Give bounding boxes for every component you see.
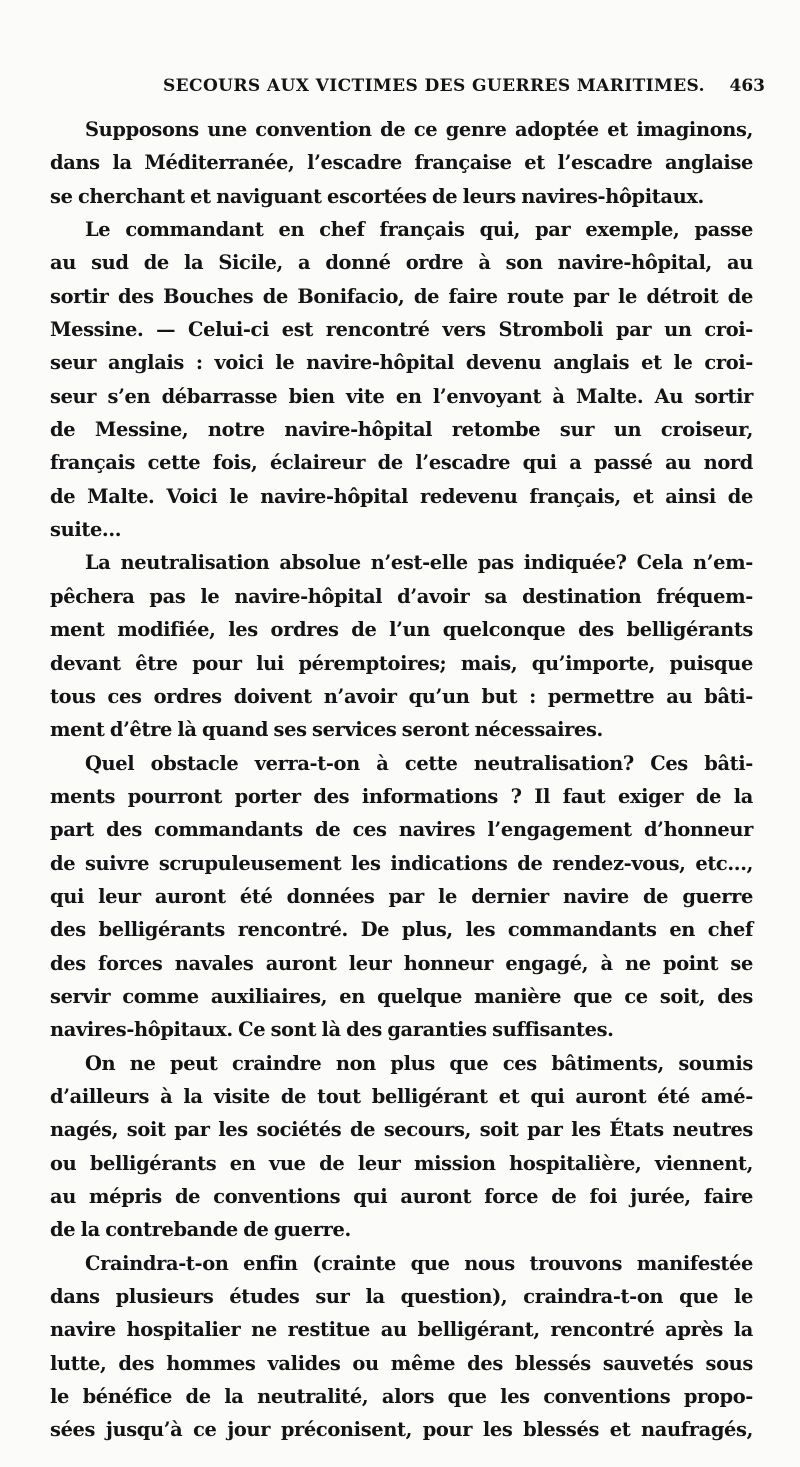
text-line: navires-hôpitaux. Ce sont là des garanties suffisantes. (50, 1018, 614, 1042)
text-line: navire hospitalier ne restitue au belligérant, rencontré après la (50, 1318, 753, 1342)
text-line: Le commandant en chef français qui, par exemple, passe (85, 218, 753, 242)
text-line: nagés, soit par les sociétés de secours, soit par les États neutres (50, 1118, 753, 1142)
text-line: tous ces ordres doivent n’avoir qu’un but : permettre au bâti- (50, 684, 753, 708)
text-line: dans la Méditerranée, l’escadre française et l’escadre anglaise (50, 151, 753, 175)
text-line: Messine. — Celui-ci est rencontré vers Stromboli par un croi- (50, 318, 753, 342)
text-line: part des commandants de ces navires l’engagement d’honneur (50, 818, 753, 842)
text-line: servir comme auxiliaires, en quelque manière que ce soit, des (50, 984, 753, 1008)
text-line: ments pourront porter des informations ? Il faut exiger de la (50, 784, 753, 808)
text-line: sortir des Bouches de Bonifacio, de faire route par le détroit de (50, 284, 753, 308)
text-line: dans plusieurs études sur la question), craindra-t-on que le (50, 1285, 753, 1309)
text-line: de Messine, notre navire-hôpital retombe sur un croiseur, (50, 418, 753, 442)
text-line: des belligérants rencontré. De plus, les commandants en chef (50, 918, 753, 942)
body-text (50, 113, 753, 1447)
page-number: 463 (729, 76, 765, 96)
text-line: sées jusqu’à ce jour préconisent, pour les blessés et naufragés, (50, 1418, 753, 1442)
text-line: pêchera pas le navire-hôpital d’avoir sa destination fréquem- (50, 584, 753, 608)
text-line: des forces navales auront leur honneur engagé, à ne point se (50, 951, 753, 975)
text-line: Craindra-t-on enfin (crainte que nous trouvons manifestée (85, 1251, 753, 1275)
text-line: qui leur auront été données par le dernier navire de guerre (50, 884, 753, 908)
text-line: de la contrebande de guerre. (50, 1218, 351, 1242)
text-line: devant être pour lui péremptoires; mais, qu’importe, puisque (50, 651, 753, 675)
text-line: lutte, des hommes valides ou même des blessés sauvetés sous (50, 1351, 753, 1375)
text-line: au mépris de conventions qui auront force de foi jurée, faire (50, 1185, 753, 1208)
text-line: ment d’être là quand ses services seront nécessaires. (50, 718, 603, 742)
text-line: ment modifiée, les ordres de l’un quelconque des belligérants (50, 618, 753, 642)
text-line: On ne peut craindre non plus que ces bâtiments, soumis (85, 1051, 753, 1075)
text-line: d’ailleurs à la visite de tout belligérant et qui auront été amé- (50, 1084, 753, 1108)
text-line: le bénéfice de la neutralité, alors que les conventions propo- (50, 1385, 753, 1409)
text-line: Quel obstacle verra-t-on à cette neutralisation? Ces bâti- (85, 751, 753, 775)
text-line: suite... (50, 518, 122, 542)
text-line: La neutralisation absolue n’est-elle pas indiquée? Cela n’em- (85, 551, 753, 575)
text-line: de Malte. Voici le navire-hôpital redevenu français, et ainsi de (50, 484, 753, 508)
running-head (50, 72, 765, 102)
text-line: Supposons une convention de ce genre adoptée et imaginons, (85, 118, 753, 141)
text-line: seur anglais : voici le navire-hôpital devenu anglais et le croi- (50, 351, 753, 375)
text-line: au sud de la Sicile, a donné ordre à son navire-hôpital, au (50, 251, 753, 275)
text-line: se cherchant et naviguant escortées de leurs navires-hôpitaux. (50, 184, 704, 208)
text-line: seur s’en débarrasse bien vite en l’envoyant à Malte. Au sortir (50, 384, 753, 408)
text-line: français cette fois, éclaireur de l’escadre qui a passé au nord (50, 451, 753, 475)
text-line: de suivre scrupuleusement les indications de rendez-vous, etc..., (50, 851, 753, 875)
text-line: ou belligérants en vue de leur mission hospitalière, viennent, (50, 1151, 753, 1175)
running-title: SECOURS AUX VICTIMES DES GUERRES MARITIMES. (163, 76, 705, 96)
